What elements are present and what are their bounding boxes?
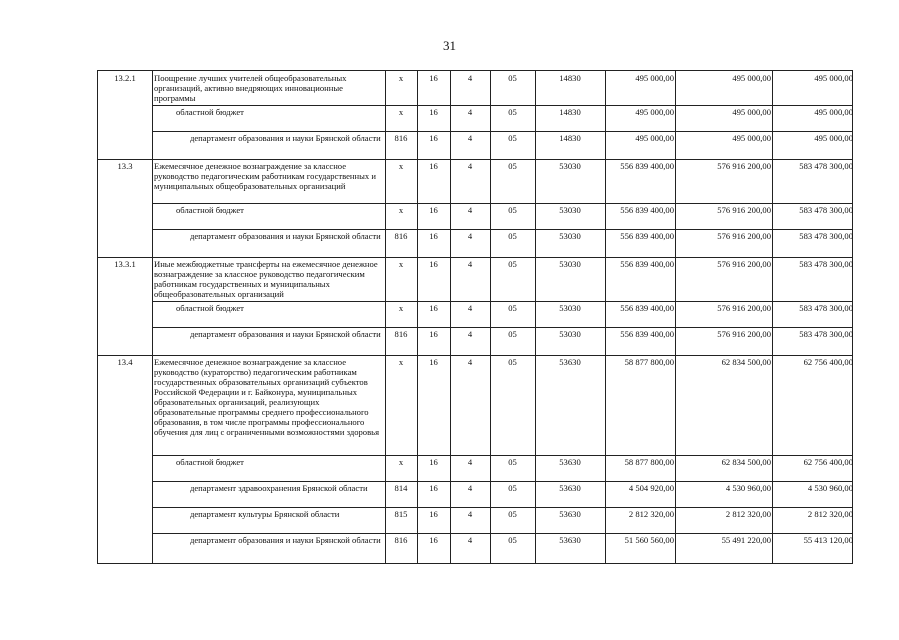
grbs-cell: х xyxy=(398,303,404,313)
section-cell: 16 xyxy=(429,329,438,339)
amount-year-3-cell: 495 000,00 xyxy=(814,133,853,143)
code-cell: 13.3.1 xyxy=(114,259,136,269)
grbs-cell: 816 xyxy=(394,329,408,339)
amount-year-3-cell: 62 756 400,00 xyxy=(803,457,853,467)
budget-table xyxy=(97,70,853,564)
description-cell: Иные межбюджетные трансферты на ежемесячное денежное вознаграждение за классное руководство педагогическим работникам государственных и муниципальных общеобразовательных организаций xyxy=(154,259,378,299)
amount-year-2-cell: 62 834 500,00 xyxy=(721,457,771,467)
amount-year-3-cell: 4 530 960,00 xyxy=(807,483,853,493)
section-cell: 16 xyxy=(429,259,438,269)
row-divider xyxy=(152,131,852,132)
subsection-cell: 4 xyxy=(467,329,473,339)
section-cell: 16 xyxy=(429,303,438,313)
expense-code-cell: 14830 xyxy=(559,107,581,117)
section-cell: 16 xyxy=(429,535,438,545)
row-divider xyxy=(152,327,852,328)
description-cell: Ежемесячное денежное вознаграждение за классное руководство (кураторство) педагогическим работникам государственных образовательных организаций субъектов Российской Федерации и г. Байконура, муниципальных образовательных организаций, реализующих образовательные программы среднего профессионального образования, в том числе программы профессионального обучения для лиц с ограниченными возможностями здоровья xyxy=(154,357,380,437)
amount-year-2-cell: 576 916 200,00 xyxy=(717,161,771,171)
row-divider xyxy=(98,355,852,356)
column-divider xyxy=(152,71,153,563)
amount-year-1-cell: 495 000,00 xyxy=(635,107,674,117)
subsection-cell: 4 xyxy=(467,535,473,545)
expense-code-cell: 14830 xyxy=(559,73,581,83)
amount-year-3-cell: 495 000,00 xyxy=(814,107,853,117)
section-cell: 16 xyxy=(429,73,438,83)
expense-code-cell: 53030 xyxy=(559,329,581,339)
description-cell: департамент здравоохранения Брянской области xyxy=(190,483,368,493)
section-cell: 16 xyxy=(429,205,438,215)
amount-year-2-cell: 495 000,00 xyxy=(732,107,771,117)
subsection-cell: 4 xyxy=(467,357,473,367)
row-divider xyxy=(98,257,852,258)
subsection-cell: 4 xyxy=(467,457,473,467)
amount-year-2-cell: 495 000,00 xyxy=(732,73,771,83)
section-cell: 16 xyxy=(429,107,438,117)
expense-code-cell: 53030 xyxy=(559,231,581,241)
section-cell: 16 xyxy=(429,133,438,143)
grbs-cell: 816 xyxy=(394,535,408,545)
amount-year-3-cell: 495 000,00 xyxy=(814,73,853,83)
description-cell: департамент образования и науки Брянской области xyxy=(190,231,381,241)
column-divider xyxy=(417,71,418,563)
section-cell: 16 xyxy=(429,357,438,367)
grbs-cell: х xyxy=(398,107,404,117)
program-cell: 05 xyxy=(508,107,517,117)
description-cell: департамент образования и науки Брянской области xyxy=(190,133,381,143)
subsection-cell: 4 xyxy=(467,133,473,143)
amount-year-2-cell: 495 000,00 xyxy=(732,133,771,143)
program-cell: 05 xyxy=(508,133,517,143)
column-divider xyxy=(385,71,386,563)
row-divider xyxy=(152,455,852,456)
amount-year-1-cell: 4 504 920,00 xyxy=(628,483,674,493)
row-divider xyxy=(152,229,852,230)
row-divider xyxy=(152,533,852,534)
expense-code-cell: 53630 xyxy=(559,509,581,519)
amount-year-3-cell: 62 756 400,00 xyxy=(803,357,853,367)
description-cell: областной бюджет xyxy=(176,303,244,313)
expense-code-cell: 53630 xyxy=(559,535,581,545)
row-divider xyxy=(152,301,852,302)
amount-year-1-cell: 58 877 800,00 xyxy=(624,457,674,467)
row-divider xyxy=(152,481,852,482)
program-cell: 05 xyxy=(508,329,517,339)
amount-year-3-cell: 583 478 300,00 xyxy=(799,161,853,171)
subsection-cell: 4 xyxy=(467,161,473,171)
section-cell: 16 xyxy=(429,483,438,493)
expense-code-cell: 53630 xyxy=(559,457,581,467)
grbs-cell: 816 xyxy=(394,133,408,143)
code-cell: 13.2.1 xyxy=(114,73,136,83)
amount-year-2-cell: 576 916 200,00 xyxy=(717,329,771,339)
description-cell: Поощрение лучших учителей общеобразовательных организаций, активно внедряющих инновационные программы xyxy=(154,73,347,103)
amount-year-3-cell: 583 478 300,00 xyxy=(799,329,853,339)
program-cell: 05 xyxy=(508,205,517,215)
subsection-cell: 4 xyxy=(467,483,473,493)
grbs-cell: 815 xyxy=(394,509,408,519)
subsection-cell: 4 xyxy=(467,259,473,269)
description-cell: Ежемесячное денежное вознаграждение за классное руководство педагогическим работникам государственных и муниципальных общеобразовательных организаций xyxy=(154,161,376,191)
column-divider xyxy=(490,71,491,563)
amount-year-2-cell: 2 812 320,00 xyxy=(725,509,771,519)
subsection-cell: 4 xyxy=(467,107,473,117)
amount-year-1-cell: 495 000,00 xyxy=(635,133,674,143)
grbs-cell: 816 xyxy=(394,231,408,241)
section-cell: 16 xyxy=(429,161,438,171)
expense-code-cell: 53030 xyxy=(559,303,581,313)
grbs-cell: х xyxy=(398,357,404,367)
program-cell: 05 xyxy=(508,259,517,269)
amount-year-3-cell: 55 413 120,00 xyxy=(803,535,853,545)
row-divider xyxy=(152,203,852,204)
amount-year-3-cell: 583 478 300,00 xyxy=(799,259,853,269)
grbs-cell: х xyxy=(398,457,404,467)
amount-year-1-cell: 556 839 400,00 xyxy=(620,303,674,313)
amount-year-2-cell: 576 916 200,00 xyxy=(717,303,771,313)
grbs-cell: х xyxy=(398,259,404,269)
description-cell: областной бюджет xyxy=(176,457,244,467)
program-cell: 05 xyxy=(508,483,517,493)
amount-year-2-cell: 55 491 220,00 xyxy=(721,535,771,545)
subsection-cell: 4 xyxy=(467,509,473,519)
subsection-cell: 4 xyxy=(467,303,473,313)
program-cell: 05 xyxy=(508,509,517,519)
amount-year-2-cell: 62 834 500,00 xyxy=(721,357,771,367)
expense-code-cell: 53030 xyxy=(559,259,581,269)
amount-year-3-cell: 583 478 300,00 xyxy=(799,231,853,241)
expense-code-cell: 14830 xyxy=(559,133,581,143)
section-cell: 16 xyxy=(429,457,438,467)
section-cell: 16 xyxy=(429,509,438,519)
program-cell: 05 xyxy=(508,73,517,83)
amount-year-2-cell: 576 916 200,00 xyxy=(717,259,771,269)
amount-year-2-cell: 4 530 960,00 xyxy=(725,483,771,493)
row-divider xyxy=(152,105,852,106)
expense-code-cell: 53030 xyxy=(559,205,581,215)
amount-year-1-cell: 2 812 320,00 xyxy=(628,509,674,519)
grbs-cell: 814 xyxy=(394,483,408,493)
description-cell: департамент образования и науки Брянской области xyxy=(190,535,381,545)
amount-year-2-cell: 576 916 200,00 xyxy=(717,231,771,241)
code-cell: 13.4 xyxy=(117,357,133,367)
grbs-cell: х xyxy=(398,205,404,215)
program-cell: 05 xyxy=(508,535,517,545)
section-cell: 16 xyxy=(429,231,438,241)
expense-code-cell: 53630 xyxy=(559,483,581,493)
expense-code-cell: 53630 xyxy=(559,357,581,367)
amount-year-1-cell: 556 839 400,00 xyxy=(620,205,674,215)
amount-year-3-cell: 583 478 300,00 xyxy=(799,205,853,215)
amount-year-1-cell: 58 877 800,00 xyxy=(624,357,674,367)
subsection-cell: 4 xyxy=(467,231,473,241)
column-divider xyxy=(535,71,536,563)
program-cell: 05 xyxy=(508,161,517,171)
amount-year-1-cell: 556 839 400,00 xyxy=(620,231,674,241)
subsection-cell: 4 xyxy=(467,73,473,83)
amount-year-3-cell: 583 478 300,00 xyxy=(799,303,853,313)
row-divider xyxy=(98,159,852,160)
program-cell: 05 xyxy=(508,303,517,313)
amount-year-1-cell: 495 000,00 xyxy=(635,73,674,83)
amount-year-1-cell: 556 839 400,00 xyxy=(620,259,674,269)
description-cell: областной бюджет xyxy=(176,107,244,117)
expense-code-cell: 53030 xyxy=(559,161,581,171)
description-cell: департамент образования и науки Брянской области xyxy=(190,329,381,339)
grbs-cell: х xyxy=(398,161,404,171)
amount-year-1-cell: 556 839 400,00 xyxy=(620,161,674,171)
amount-year-1-cell: 556 839 400,00 xyxy=(620,329,674,339)
amount-year-2-cell: 576 916 200,00 xyxy=(717,205,771,215)
subsection-cell: 4 xyxy=(467,205,473,215)
program-cell: 05 xyxy=(508,457,517,467)
program-cell: 05 xyxy=(508,357,517,367)
description-cell: департамент культуры Брянской области xyxy=(190,509,340,519)
column-divider xyxy=(450,71,451,563)
amount-year-1-cell: 51 560 560,00 xyxy=(624,535,674,545)
amount-year-3-cell: 2 812 320,00 xyxy=(807,509,853,519)
description-cell: областной бюджет xyxy=(176,205,244,215)
page-number: 31 xyxy=(443,38,456,53)
code-cell: 13.3 xyxy=(117,161,133,171)
row-divider xyxy=(152,507,852,508)
grbs-cell: х xyxy=(398,73,404,83)
program-cell: 05 xyxy=(508,231,517,241)
